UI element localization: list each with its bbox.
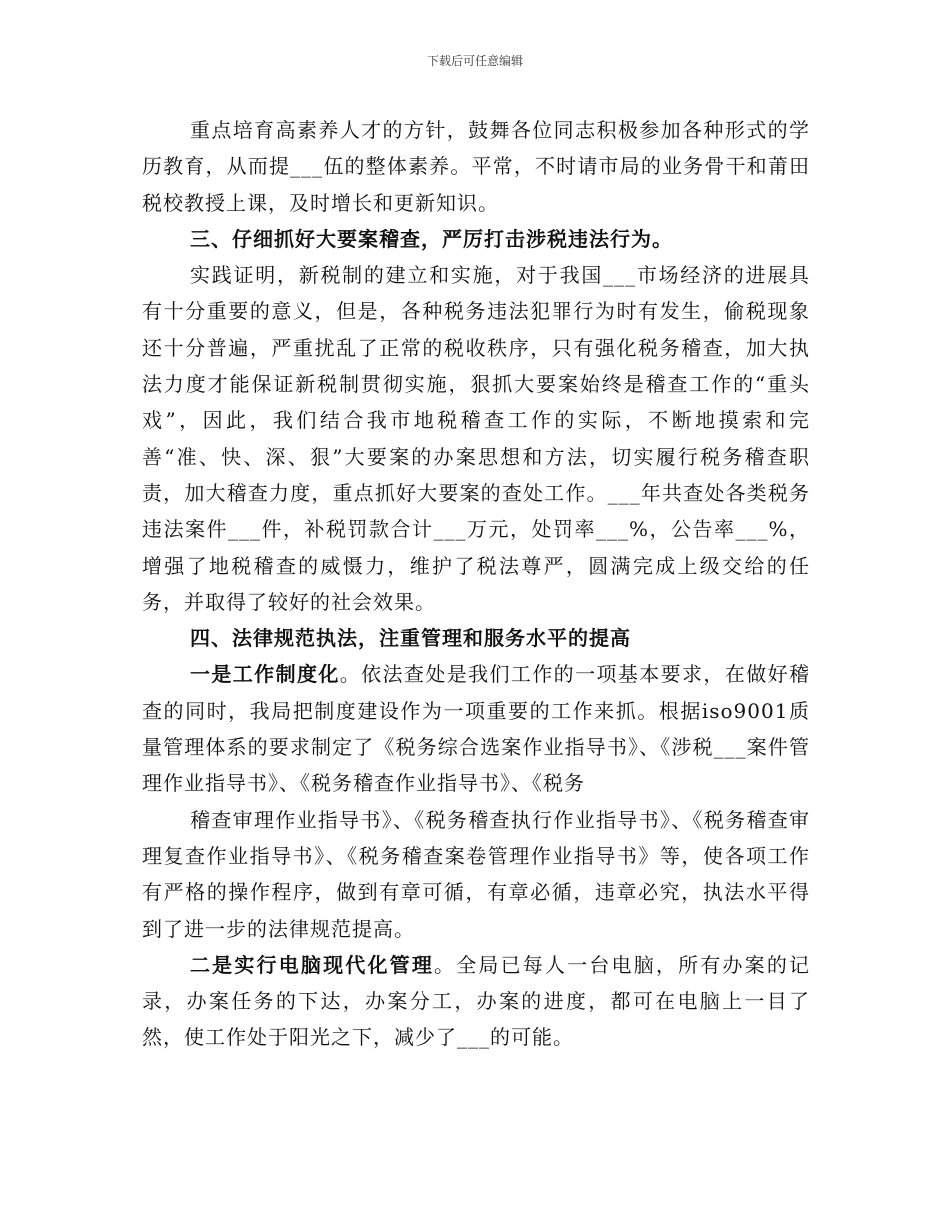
heading-text: 四、法律规范执法，注重管理和服务水平的提高 xyxy=(190,626,631,651)
paragraph-major-cases xyxy=(142,257,810,620)
document-body xyxy=(142,112,810,1056)
paragraph-talent-training xyxy=(142,112,810,221)
paragraph-text: 实践证明，新税制的建立和实施，对于我国___市场经济的进展具有十分重要的意义，但是，各种税务违法犯罪行为时有发生，偷税现象还十分普遍，严重扰乱了正常的税收秩序，只有强化税务稽查，加大执法力度才能保证新税制贯彻实施，狠抓大要案始终是稽查工作的“重头戏”，因此，我们结合我市地税稽查工作的实际，不断地摸索和完善“准、快、深、狠”大要案的办案思想和方法，切实履行税务稽查职责，加大稽查力度，重点抓好大要案的查处工作。___年共查处各类税务违法案件___件，补税罚款合计___万元，处罚率___%，公告率___%，增强了地税稽查的威慑力，维护了税法尊严，圆满完成上级交给的任务，并取得了较好的社会效果。 xyxy=(142,263,810,614)
section-heading-4 xyxy=(142,620,810,656)
paragraph-text: 。依法查处是我们工作的一项基本要求，在做好稽查的同时，我局把制度建设作为一项重要的工作来抓。根据iso9001质量管理体系的要求制定了《税务综合选案作业指导书》、《涉税___案件管理作业指导书》、《税务稽查作业指导书》、《税务 xyxy=(142,662,810,796)
paragraph-text: 重点培育高素养人才的方针，鼓舞各位同志积极参加各种形式的学历教育，从而提___伍的整体素养。平常，不时请市局的业务骨干和莆田税校教授上课，及时增长和更新知识。 xyxy=(142,118,810,215)
paragraph-lead: 一是工作制度化 xyxy=(190,662,340,687)
paragraph-text: 稽查审理作业指导书》、《税务稽查执行作业指导书》、《税务稽查审理复查作业指导书》、《税务稽查案卷管理作业指导书》等，使各项工作有严格的操作程序，做到有章可循，有章必循，违章必究，执法水平得到了进一步的法律规范提高。 xyxy=(142,807,810,941)
heading-text: 三、仔细抓好大要案稽查，严厉打击涉税违法行为。 xyxy=(190,226,673,251)
paragraph-computerization xyxy=(142,947,810,1056)
section-heading-3 xyxy=(142,221,810,257)
page-header: 下载后可任意编辑 xyxy=(426,54,523,68)
paragraph-text: 。全局已每人一台电脑，所有办案的记录，办案任务的下达，办案分工，办案的进度，都可在电脑上一目了然，使工作处于阳光之下，减少了___的可能。 xyxy=(142,952,811,1050)
paragraph-guidebooks xyxy=(142,802,810,947)
paragraph-institutionalization xyxy=(142,656,810,801)
paragraph-lead: 二是实行电脑现代化管理 xyxy=(190,952,435,977)
